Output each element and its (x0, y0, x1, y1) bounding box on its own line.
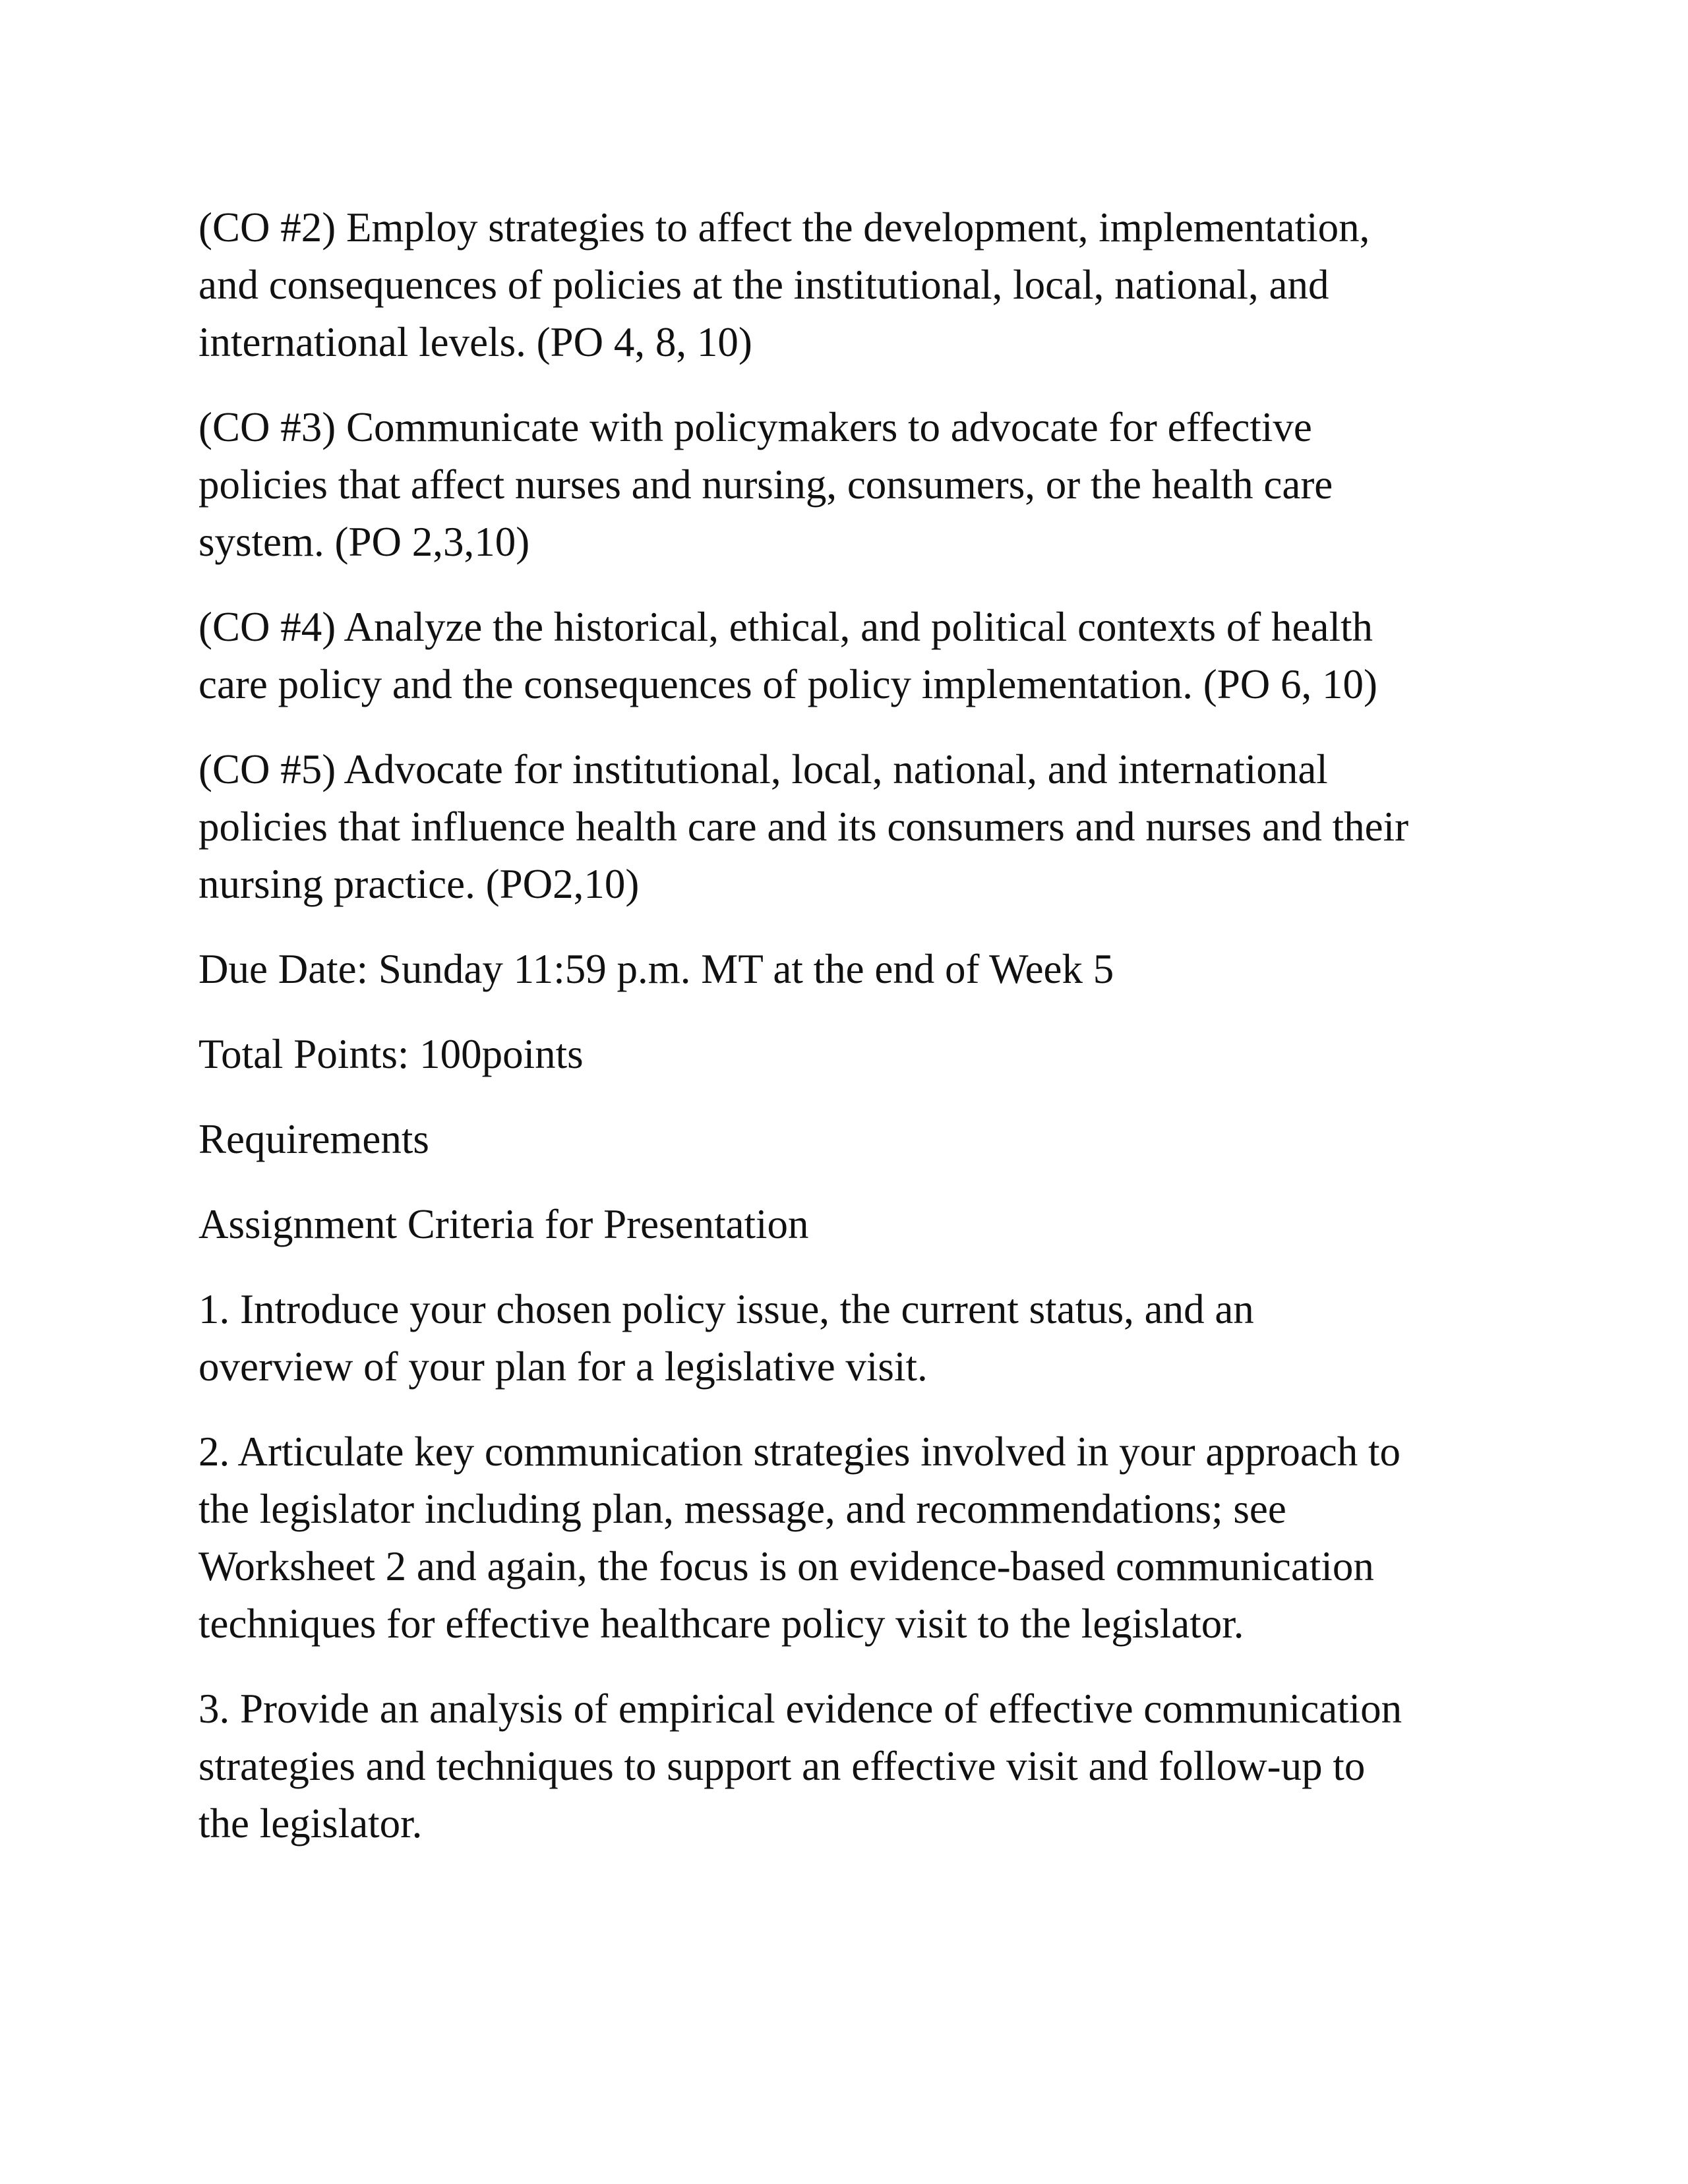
course-outcome-co3: (CO #3) Communicate with policymakers to advocate for effective policies that affect nurses and nursing, consumers, or the health care system. (PO 2,3,10) (198, 404, 1333, 565)
criteria-item-2: 2. Articulate key communication strategies involved in your approach to the legislator including plan, message, and recommendations; see Worksheet 2 and again, the focus is on evidence-based communication techniques for effective healthcare policy visit to the legislator. (198, 1429, 1401, 1647)
criteria-item-3: 3. Provide an analysis of empirical evidence of effective communication strategies and techniques to support an effective visit and follow-up to the legislator. (198, 1686, 1402, 1846)
due-date: Due Date: Sunday 11:59 p.m. MT at the end of Week 5 (198, 946, 1114, 992)
total-points: Total Points: 100points (198, 1031, 584, 1077)
criteria-item-1: 1. Introduce your chosen policy issue, the current status, and an overview of your plan for a legislative visit. (198, 1286, 1254, 1390)
document-body (198, 199, 1491, 1880)
requirements-heading: Requirements (198, 1116, 429, 1162)
course-outcome-co5: (CO #5) Advocate for institutional, local, national, and international policies that influence health care and its consumers and nurses and their nursing practice. (PO2,10) (198, 746, 1409, 907)
assignment-criteria-heading: Assignment Criteria for Presentation (198, 1201, 809, 1247)
course-outcome-co4: (CO #4) Analyze the historical, ethical, and political contexts of health care policy and the consequences of policy implementation. (PO 6, 10) (198, 604, 1377, 707)
course-outcome-co2: (CO #2) Employ strategies to affect the development, implementation, and consequences of policies at the institutional, local, national, and international levels. (PO 4, 8, 10) (198, 204, 1370, 365)
